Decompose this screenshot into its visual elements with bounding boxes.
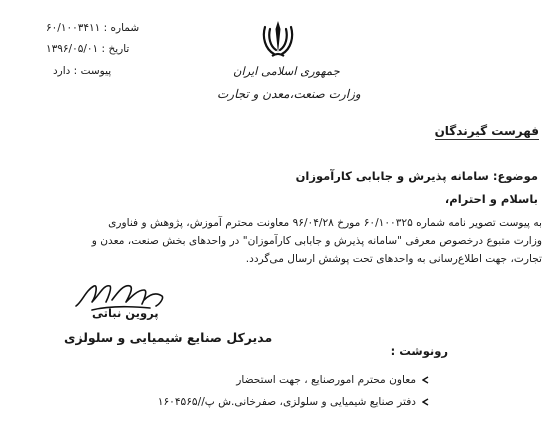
iran-emblem-icon (259, 17, 297, 59)
subject-line (296, 169, 538, 183)
recipients-list-heading (435, 124, 539, 138)
serial-value: ۶۰/۱۰۰۳۴۱۱ (46, 22, 101, 34)
greeting: باسلام و احترام، (444, 192, 538, 206)
attachment-value: دارد (53, 65, 71, 77)
cc-item-text: معاون محترم امورصنایع ، جهت استحضار (236, 374, 416, 386)
serial-line: شماره : ۶۰/۱۰۰۳۴۱۱ (46, 22, 140, 34)
arrow-bullet-icon (422, 398, 430, 406)
date-line: تاریخ : ۱۳۹۶/۰۵/۰۱ (46, 43, 130, 55)
republic-name: جمهوری اسلامی ایران (233, 64, 340, 78)
arrow-bullet-icon (422, 376, 430, 384)
subject-label: موضوع: (492, 169, 538, 183)
attachment-line: پیوست : دارد (53, 65, 112, 77)
attachment-label: پیوست (80, 65, 112, 77)
body-line: به پیوست تصویر نامه شماره ۶۰/۱۰۰۳۲۵ مورخ ۹۶/۰۴/۲۸ معاونت محترم آموزش، پژوهش و فناوری (108, 217, 542, 229)
cc-item-text: دفتر صنایع شیمیایی و سلولزی، صفرخانی.ش پ//۱۶۰۴۵۶۵ (157, 396, 416, 408)
signer-title: مدیرکل صنایع شیمیایی و سلولزی (64, 330, 273, 345)
serial-label: شماره (110, 22, 140, 34)
date-value: ۱۳۹۶/۰۵/۰۱ (46, 43, 99, 55)
cc-item (236, 374, 430, 386)
body-line: وزارت متبوع درخصوص معرفی "سامانه پذیرش و جابابی کارآموزان" در واحدهای بخش صنعت، معدن و (91, 235, 542, 247)
body-line: تجارت، جهت اطلاع‌رسانی به واحدهای تحت پوشش ارسال می‌گردد. (245, 253, 542, 265)
date-label: تاریخ (108, 43, 130, 55)
recipients-list-label: فهرست گیرندگان (434, 124, 539, 138)
ministry-name: وزارت صنعت،معدن و تجارت (217, 87, 361, 101)
letter-body (27, 214, 542, 268)
cc-item (158, 396, 430, 408)
cc-heading: رونوشت : (390, 344, 448, 358)
subject-text: سامانه پذیرش و جابابی کارآموزان (295, 169, 489, 183)
signer-name: پروین نباتی (92, 306, 159, 320)
